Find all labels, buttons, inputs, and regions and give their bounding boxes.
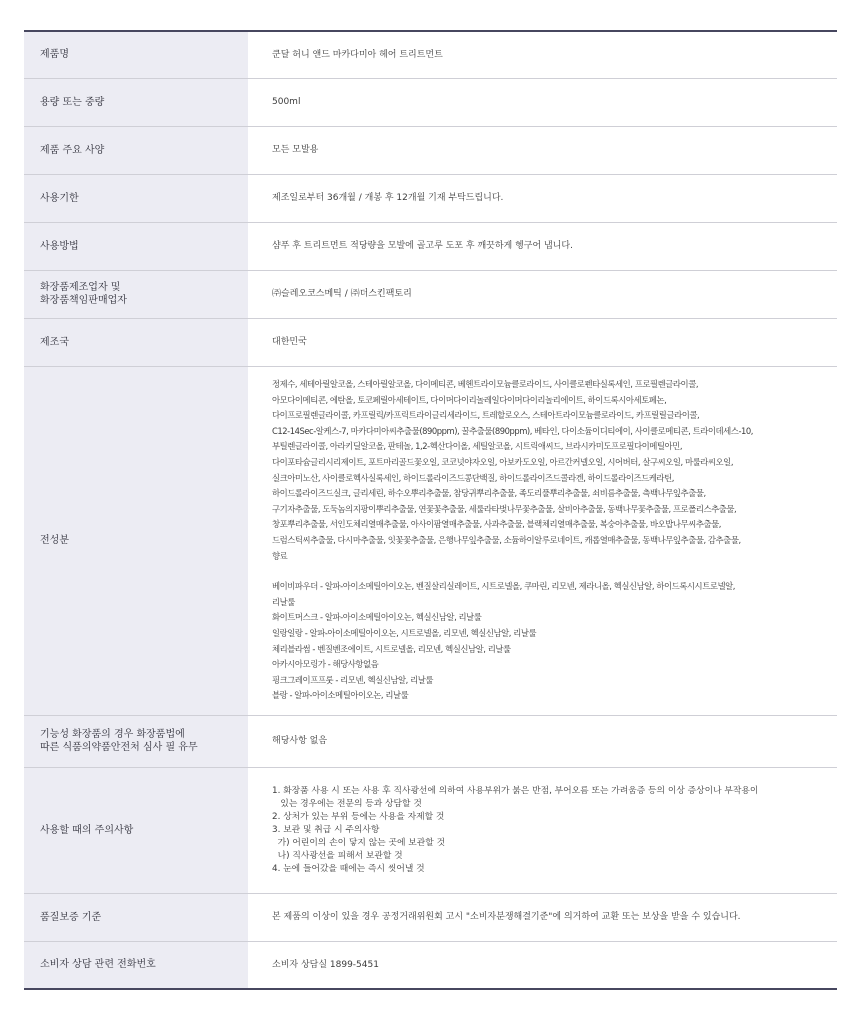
ingredients-fragrance-list bbox=[272, 579, 829, 704]
value-manufacturer: ㈜슬레오코스메틱 / ㈜더스킨팩토리 bbox=[248, 270, 837, 318]
value-ingredients bbox=[248, 366, 837, 715]
label-main-spec: 제품 주요 사양 bbox=[24, 126, 248, 174]
value-consumer-phone: 소비자 상담실 1899-5451 bbox=[248, 941, 837, 989]
label-manufacturer: 화장품제조업자 및 화장품책임판매업자 bbox=[24, 270, 248, 318]
ingredient-line: 부틸렌글라이콜, 아라키딜알코올, 판테놀, 1,2-헥산다이올, 세틸알코올, 시트릭애씨드, 브라시카미도프로필다이메틸아민, bbox=[272, 441, 683, 452]
caution-line: 4. 눈에 들어갔을 때에는 즉시 씻어낼 것 bbox=[272, 863, 425, 874]
caution-line: 있는 경우에는 전문의 등과 상담할 것 bbox=[272, 798, 422, 809]
row-consumer-phone bbox=[24, 941, 837, 989]
product-info-table bbox=[24, 30, 837, 990]
fragrance-line: 아카시아모링가 - 해당사항없음 bbox=[272, 659, 379, 670]
caution-line: 나) 직사광선을 피해서 보관할 것 bbox=[272, 850, 403, 861]
row-product-name bbox=[24, 31, 837, 78]
ingredient-line: 구기자추출물, 도둑놈의지팡이뿌리추출물, 연꽃꽃추출물, 세룰라타벚나무꽃추출물, 살비아추출물, 동백나무꽃추출물, 프로폴리스추출물, bbox=[272, 503, 737, 514]
ingredient-line: 다이포타슘글리시리제이트, 포트마리골드꽃오일, 코코넛야자오일, 아보카도오일, 아르간커넬오일, 시어버터, 살구씨오일, 마룰라씨오일, bbox=[272, 457, 734, 468]
label-usage: 사용방법 bbox=[24, 222, 248, 270]
value-volume: 500ml bbox=[248, 78, 837, 126]
label-expiry: 사용기한 bbox=[24, 174, 248, 222]
row-ingredients bbox=[24, 366, 837, 715]
label-ingredients: 전성분 bbox=[24, 366, 248, 715]
row-main-spec bbox=[24, 126, 837, 174]
label-functional-review: 기능성 화장품의 경우 화장품법에 따른 식품의약품안전처 심사 필 유무 bbox=[24, 715, 248, 767]
row-functional-review bbox=[24, 715, 837, 767]
row-country bbox=[24, 318, 837, 366]
ingredient-line: 실크아미노산, 사이클로헥사실록세인, 하이드롤라이즈드콩단백질, 하이드롤라이즈드콜라겐, 하이드롤라이즈드케라틴, bbox=[272, 472, 674, 483]
value-usage: 샴푸 후 트리트먼트 적당량을 모발에 골고루 도포 후 깨끗하게 헹구어 냅니다. bbox=[248, 222, 837, 270]
ingredient-line: 정제수, 세테아릴알코올, 스테아릴알코올, 다이메티콘, 베헨트라이모늄클로라이드, 사이클로펜타실록세인, 프로필렌글라이콜, bbox=[272, 379, 699, 390]
row-volume bbox=[24, 78, 837, 126]
fragrance-line: 리날룰 bbox=[272, 596, 295, 607]
label-cautions: 사용할 때의 주의사항 bbox=[24, 767, 248, 893]
value-functional-review: 해당사항 없음 bbox=[248, 715, 837, 767]
label-consumer-phone: 소비자 상담 관련 전화번호 bbox=[24, 941, 248, 989]
fragrance-line: 베이비파우더 - 알파-아이소메틸아이오논, 벤질살리실레이트, 시트로넬올, 쿠마린, 리모넨, 제라니올, 헥실신남알, 하이드록시시트로넬알, bbox=[272, 581, 735, 592]
fragrance-line: 일랑일랑 - 알파-아이소메틸아이오논, 시트로넬올, 리모넨, 헥실신남알, 리날룰 bbox=[272, 627, 537, 638]
value-country: 대한민국 bbox=[248, 318, 837, 366]
caution-line: 가) 어린이의 손이 닿지 않는 곳에 보관할 것 bbox=[272, 837, 446, 848]
label-product-name: 제품명 bbox=[24, 31, 248, 78]
ingredient-line: 드럼스틱씨추출물, 다시마추출물, 잇꽃꽃추출물, 은행나무잎추출물, 소듐하이알루로네이트, 캐롭열매추출물, 동백나무잎추출물, 감추출물, bbox=[272, 535, 741, 545]
row-expiry bbox=[24, 174, 837, 222]
row-cautions bbox=[24, 767, 837, 893]
value-main-spec: 모든 모발용 bbox=[248, 126, 837, 174]
fragrance-line: 핑크그레이프프룻 - 리모넨, 헥실신남알, 리날룰 bbox=[272, 674, 434, 685]
caution-line: 2. 상처가 있는 부위 등에는 사용을 자제할 것 bbox=[272, 811, 445, 822]
fragrance-line: 블랑 - 알파-아이소메틸아이오논, 리날룰 bbox=[272, 690, 409, 701]
ingredient-line: 향료 bbox=[272, 550, 288, 561]
caution-line: 1. 화장품 사용 시 또는 사용 후 직사광선에 의하여 사용부위가 붉은 반점, 부어오름 또는 가려움증 등의 이상 증상이나 부작용이 bbox=[272, 785, 759, 796]
caution-line: 3. 보관 및 취급 시 주의사항 bbox=[272, 824, 380, 835]
row-quality-guarantee bbox=[24, 893, 837, 941]
fragrance-line: 체리블라썸 - 벤질벤조에이트, 시트로넬올, 리모넨, 헥실신남알, 리날룰 bbox=[272, 643, 511, 654]
row-usage bbox=[24, 222, 837, 270]
ingredient-line: 아모다이메티콘, 에탄올, 토코페릴아세테이트, 다이머다이리놀레일다이머다이리놀리에이트, 하이드록시아세토페논, bbox=[272, 394, 667, 405]
value-product-name: 쿤달 허니 앤드 마카다미아 헤어 트리트먼트 bbox=[272, 49, 443, 60]
value-quality-guarantee: 본 제품의 이상이 있을 경우 공정거래위원회 고시 "소비자분쟁해결기준"에 의거하여 교환 또는 보상을 받을 수 있습니다. bbox=[248, 893, 837, 941]
row-manufacturer bbox=[24, 270, 837, 318]
label-quality-guarantee: 품질보증 기준 bbox=[24, 893, 248, 941]
label-volume: 용량 또는 중량 bbox=[24, 78, 248, 126]
ingredient-line: 하이드롤라이즈드실크, 글리세린, 하수오뿌리추출물, 참당귀뿌리추출물, 족도리풀뿌리추출물, 쇠비름추출물, 측백나무잎추출물, bbox=[272, 488, 706, 499]
label-country: 제조국 bbox=[24, 318, 248, 366]
ingredient-line: 다이프로필렌글라이콜, 카프릴릭/카프릭트라이글리세라이드, 트레할로오스, 스테아트라이모늄클로라이드, 카프릴릴글라이콜, bbox=[272, 410, 700, 421]
fragrance-line: 화이트머스크 - 알파-아이소메틸아이오논, 헥실신남알, 리날룰 bbox=[272, 612, 482, 623]
ingredient-line: 창포뿌리추출물, 서인도체리열매추출물, 아사이팜열매추출물, 사과추출물, 블랙체리열매추출물, 복숭아추출물, 바오밥나무씨추출물, bbox=[272, 519, 721, 530]
value-cautions bbox=[248, 767, 837, 893]
ingredients-spacer bbox=[272, 564, 829, 579]
ingredient-line: C12-14Sec-알케스-7, 마카다미아씨추출물(890ppm), 꿀추출물(890ppm), 베타인, 다이소듐이디티에이, 사이클로메티콘, 트라이데세스-10, bbox=[272, 425, 753, 436]
ingredients-main-list bbox=[272, 377, 829, 564]
value-expiry: 제조일로부터 36개월 / 개봉 후 12개월 기재 부탁드립니다. bbox=[248, 174, 837, 222]
